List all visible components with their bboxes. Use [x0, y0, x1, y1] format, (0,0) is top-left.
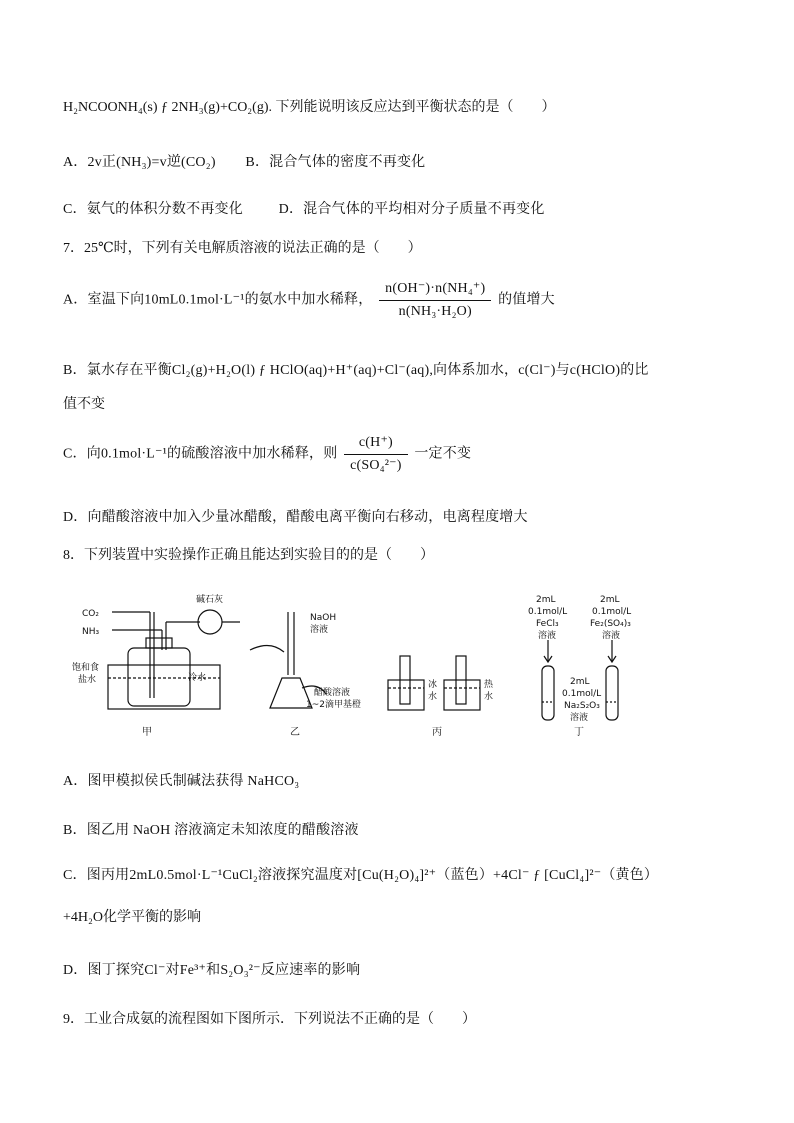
jia-label-cold: 冷水 [188, 673, 207, 683]
q7-c-fraction [344, 434, 408, 475]
bing-label-hot: 热 [484, 680, 494, 690]
q6-stem-text: . 下列能说明该反应达到平衡状态的是（ ） [268, 100, 556, 115]
q7-option-c[interactable]: C．向0.1mol·L⁻¹的硫酸溶液中加水稀释，则 $\frac{c(H^+)}{\text{c(SO₄²⁻)}}$ 一定不变 [63, 435, 472, 473]
ding-right-solution: 溶液 [602, 631, 621, 641]
q8-apparatus-figure [70, 590, 710, 750]
bing-beaker-hot [444, 680, 480, 710]
q8-option-b[interactable]: B．图乙用 NaOH 溶液滴定未知浓度的醋酸溶液 [63, 823, 359, 838]
yi-label-acid: 醋酸溶液 [314, 688, 351, 698]
ding-bottom-vol: 2mL [570, 677, 590, 687]
ding-right-vol: 2mL [600, 595, 620, 605]
jia-label-nh3: NH₃ [82, 627, 100, 637]
q8-option-d[interactable]: D．图丁探究Cl⁻对Fe³⁺和S₂O₃²⁻反应速率的影响 [63, 963, 361, 978]
yi-label-naoh: NaOH [310, 613, 337, 623]
jia-label-brine-1: 饱和食 [72, 663, 100, 673]
ding-tube-left [542, 666, 554, 720]
q6-option-a[interactable]: A．2v正(NH₃)=v逆(CO₂) [63, 155, 216, 170]
q7-a-denominator: n(NH₃·H₂O) [398, 304, 472, 319]
q8-stem: 8．下列装置中实验操作正确且能达到实验目的的是（ ） [63, 548, 434, 563]
ding-caption: 丁 [574, 727, 584, 738]
jia-caption: 甲 [142, 727, 152, 738]
q7-c-denominator: c(SO₄²⁻) [350, 458, 402, 473]
bing-label-hot-water: 水 [484, 692, 494, 702]
q7-option-d[interactable]: D．向醋酸溶液中加入少量冰醋酸，醋酸电离平衡向右移动，电离程度增大 [63, 510, 528, 525]
yi-hand-left [250, 645, 284, 652]
q6-reaction: H₂NCOONH₄(s) ƒ 2NH₃(g)+CO₂(g) [63, 100, 269, 115]
ding-bottom-solution: 溶液 [570, 713, 589, 723]
jia-label-co2: CO₂ [82, 609, 99, 619]
yi-label-solution: 溶液 [310, 625, 329, 635]
bing-label-ice-water: 水 [428, 692, 438, 702]
yi-label-indicator: 1~2滴甲基橙 [306, 700, 361, 710]
jia-drying-tube [198, 610, 222, 634]
ding-bottom-conc: 0.1mol/L [562, 689, 602, 699]
q7-a-fraction [379, 280, 491, 321]
bing-label-ice: 冰 [428, 680, 438, 690]
ding-tube-right [606, 666, 618, 720]
apparatus-jia [108, 610, 240, 709]
yi-caption: 乙 [290, 727, 300, 738]
ding-left-reagent: FeCl₃ [536, 619, 559, 629]
q6-options-cd [63, 201, 545, 219]
q7-option-b-line1[interactable]: B．氯水存在平衡Cl₂(g)+H₂O(l) ƒ HClO(aq)+H⁺(aq)+Cl⁻(aq),向体系加水，c(Cl⁻)与c(HClO)的比 [63, 363, 649, 378]
jia-flask [128, 648, 190, 706]
q9-stem: 9．工业合成氨的流程图如下图所示．下列说法不正确的是（ ） [63, 1012, 476, 1027]
ding-right-reagent: Fe₂(SO₄)₃ [590, 619, 631, 629]
ding-right-conc: 0.1mol/L [592, 607, 632, 617]
jia-label-brine-2: 盐水 [78, 675, 97, 685]
q7-stem: 7．25℃时，下列有关电解质溶液的说法正确的是（ ） [63, 241, 422, 256]
jia-water-bath [108, 665, 220, 709]
q7-option-a[interactable]: A．室温下向10mL0.1mol·L⁻¹的氨水中加水稀释， $\frac{\text{n(OH⁻)·n(NH₄⁺)}}{\text{n(NH₃·H₂O)}}$ 的值增大 [63, 281, 555, 319]
q6-options-ab [63, 154, 425, 172]
q6-stem [63, 99, 556, 117]
ding-left-vol: 2mL [536, 595, 556, 605]
q7-option-b-line2: 值不变 [63, 397, 105, 412]
q7-a-numerator: n(OH⁻)·n(NH₄⁺) [379, 280, 491, 301]
q6-option-b[interactable]: B．混合气体的密度不再变化 [245, 155, 426, 170]
q8-option-c-line1[interactable]: C．图丙用2mL0.5mol·L⁻¹CuCl₂溶液探究温度对[Cu(H₂O)₄]²⁺（蓝色）+4Cl⁻ ƒ [CuCl₄]²⁻（黄色） [63, 868, 659, 883]
q6-option-c[interactable]: C．氨气的体积分数不再变化 [63, 202, 243, 217]
bing-caption: 丙 [432, 727, 442, 738]
q6-option-d[interactable]: D．混合气体的平均相对分子质量不再变化 [278, 202, 545, 217]
q8-option-c-line2: +4H₂O化学平衡的影响 [63, 910, 201, 925]
q8-option-a[interactable]: A．图甲模拟侯氏制碱法获得 NaHCO₃ [63, 774, 300, 789]
apparatus-svg [70, 590, 710, 750]
bing-beaker-cold [388, 680, 424, 710]
ding-left-conc: 0.1mol/L [528, 607, 568, 617]
ding-bottom-reagent: Na₂S₂O₃ [564, 701, 600, 711]
ding-left-solution: 溶液 [538, 631, 557, 641]
jia-label-lime: 碱石灰 [196, 595, 224, 605]
q7-c-numerator: c(H⁺) [344, 434, 408, 455]
